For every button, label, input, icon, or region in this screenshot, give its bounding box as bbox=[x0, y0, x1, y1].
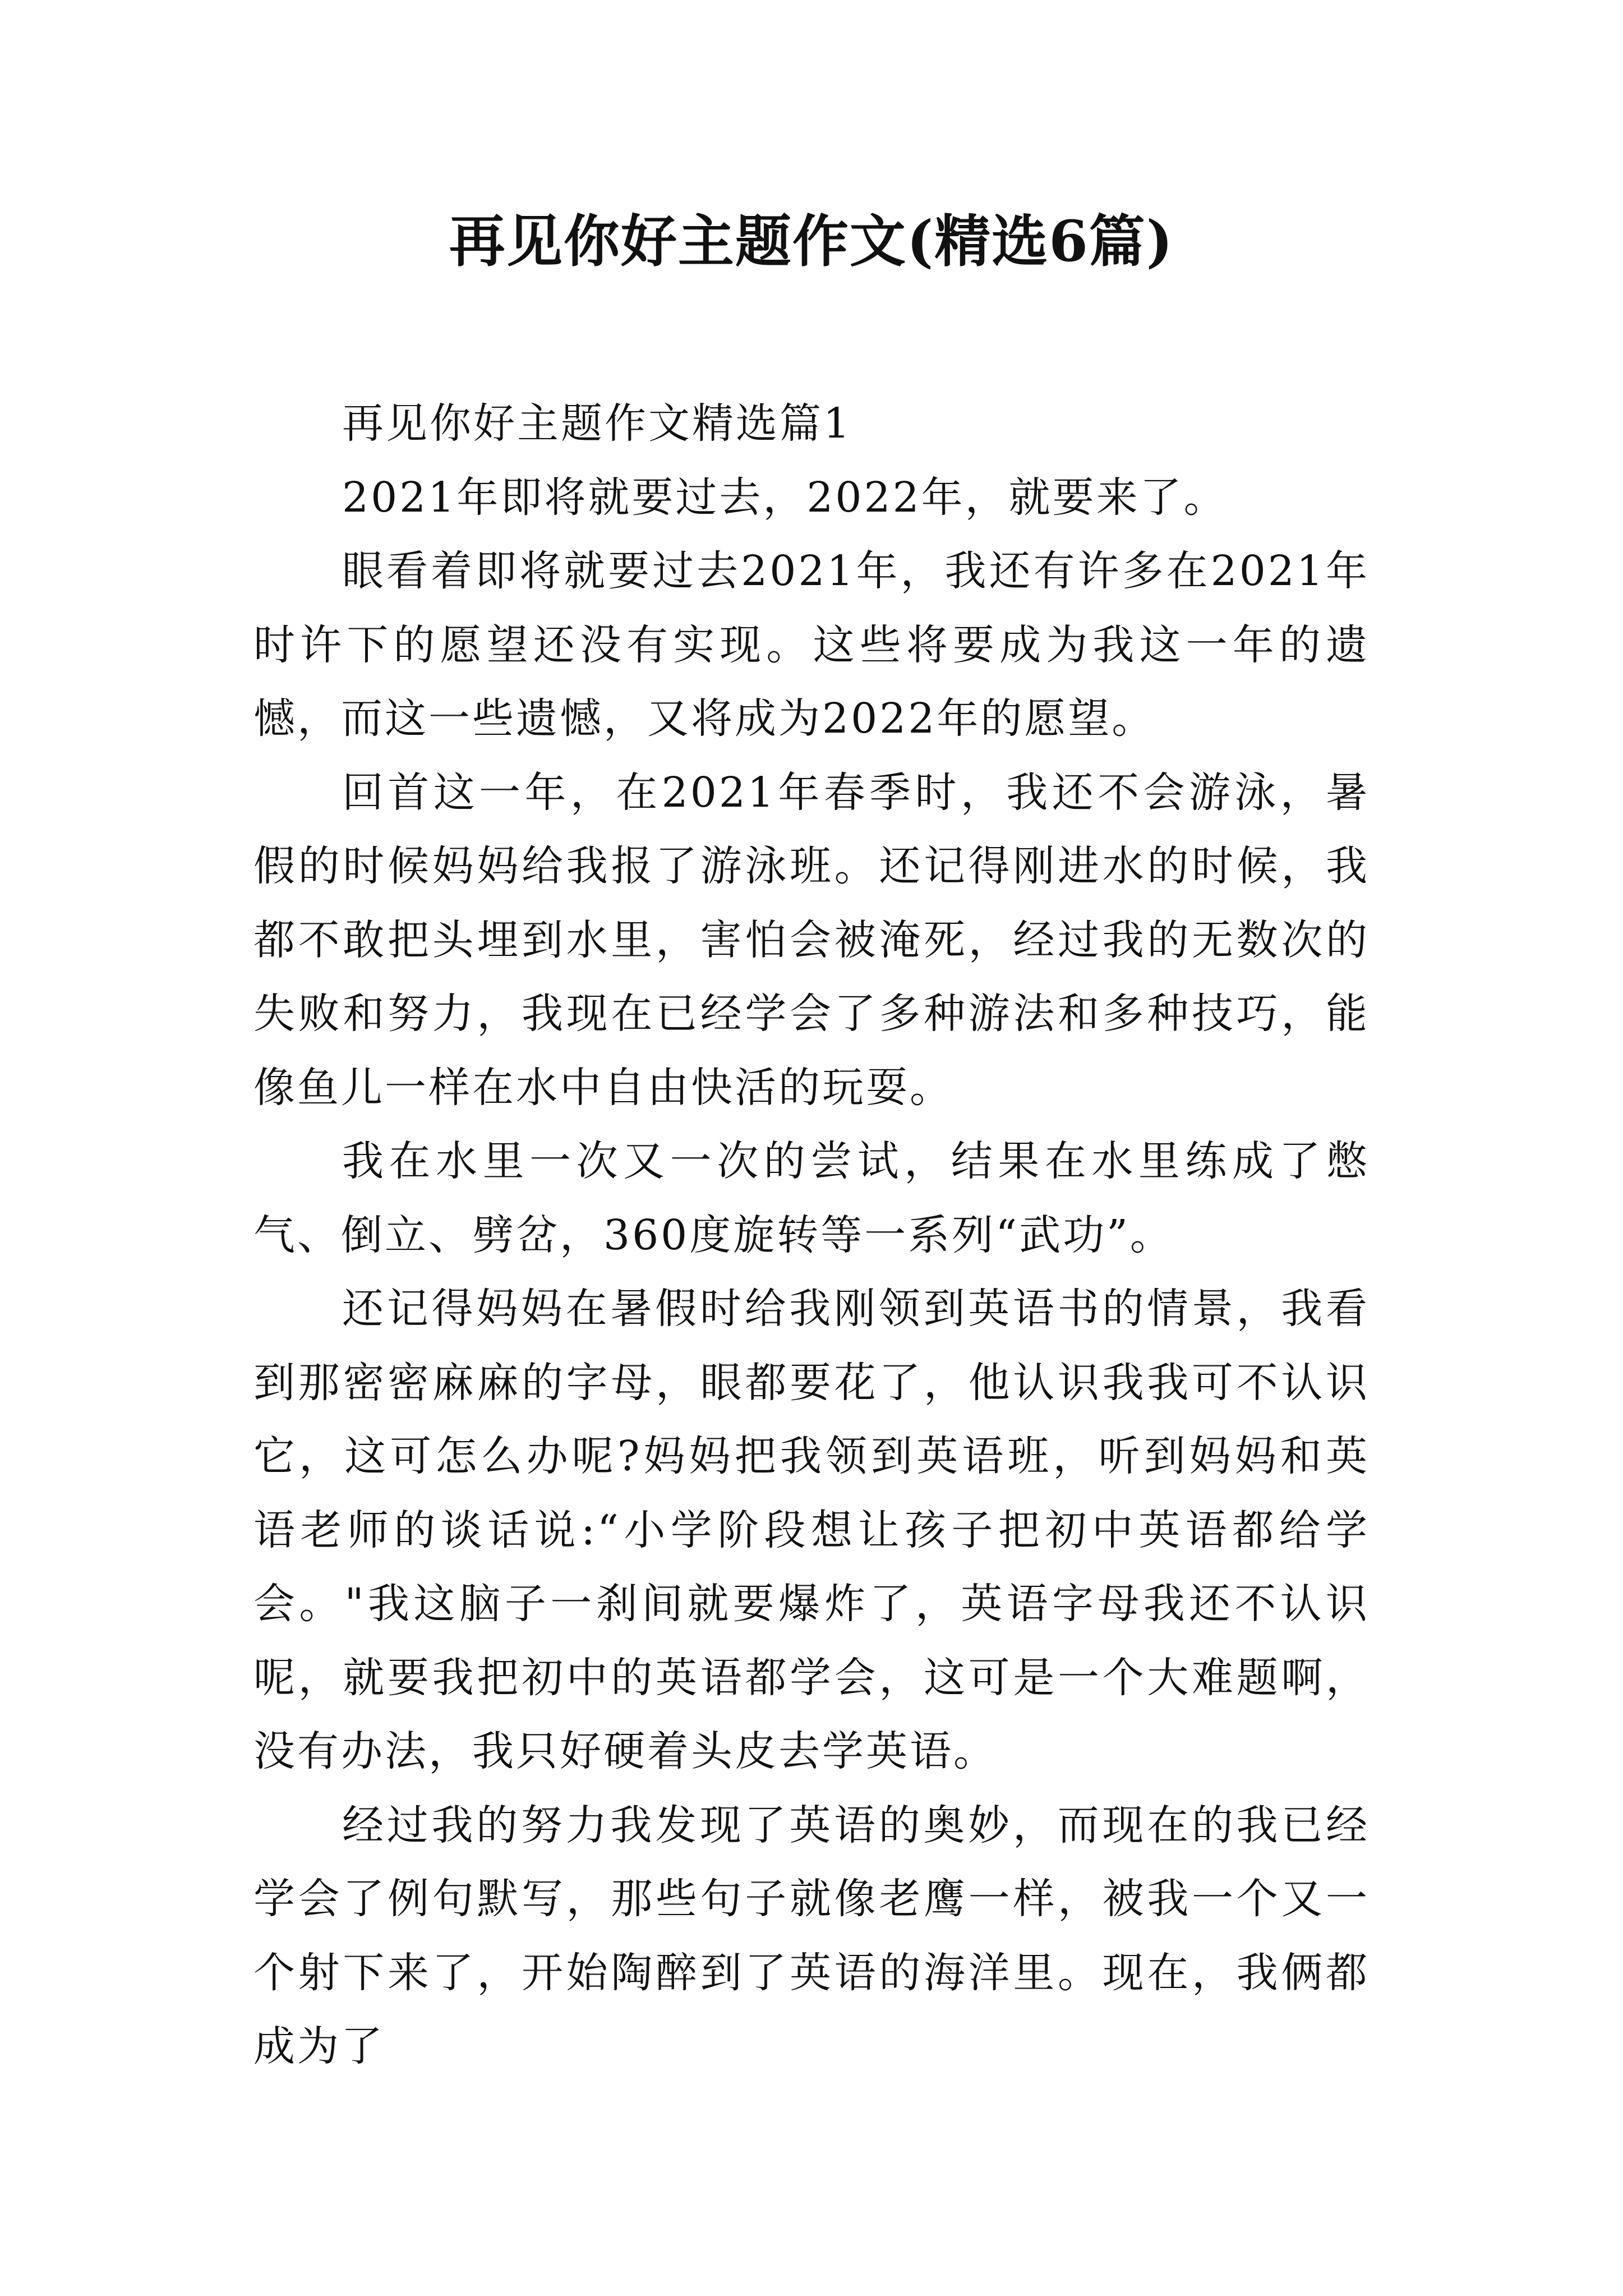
paragraph: 眼看着即将就要过去2021年，我还有许多在2021年时许下的愿望还没有实现。这些将要成为我这一年的遗憾，而这一些遗憾，又将成为2022年的愿望。 bbox=[253, 547, 1370, 743]
paragraph: 经过我的努力我发现了英语的奥妙，而现在的我已经学会了例句默写，那些句子就像老鹰一样，被我一个又一个射下来了，开始陶醉到了英语的海洋里。现在，我俩都成为了 bbox=[253, 1801, 1370, 2070]
paragraph: 还记得妈妈在暑假时给我刚领到英语书的情景，我看到那密密麻麻的字母，眼都要花了，他认识我我可不认识它，这可怎么办呢?妈妈把我领到英语班，听到妈妈和英语老师的谈话说:“小学阶段想让孩子把初中英语都给学会。"我这脑子一刹间就要爆炸了，英语字母我还不认识呢，就要我把初中的英语都学会，这可是一个大难题啊，没有办法，我只好硬着头皮去学英语。 bbox=[253, 1285, 1370, 1775]
document-body bbox=[253, 387, 1370, 2084]
paragraph: 回首这一年，在2021年春季时，我还不会游泳，暑假的时候妈妈给我报了游泳班。还记得刚进水的时候，我都不敢把头埋到水里，害怕会被淹死，经过我的无数次的失败和努力，我现在已经学会了多种游法和多种技巧，能像鱼儿一样在水中自由快活的玩耍。 bbox=[253, 768, 1370, 1112]
section-heading: 再见你好主题作文精选篇1 bbox=[342, 399, 852, 448]
paragraph: 2021年即将就要过去，2022年，就要来了。 bbox=[342, 473, 1228, 522]
document-title: 再见你好主题作文(精选6篇) bbox=[449, 208, 1174, 274]
paragraph: 我在水里一次又一次的尝试，结果在水里练成了憋气、倒立、劈岔，360度旋转等一系列“武功”。 bbox=[253, 1137, 1370, 1259]
